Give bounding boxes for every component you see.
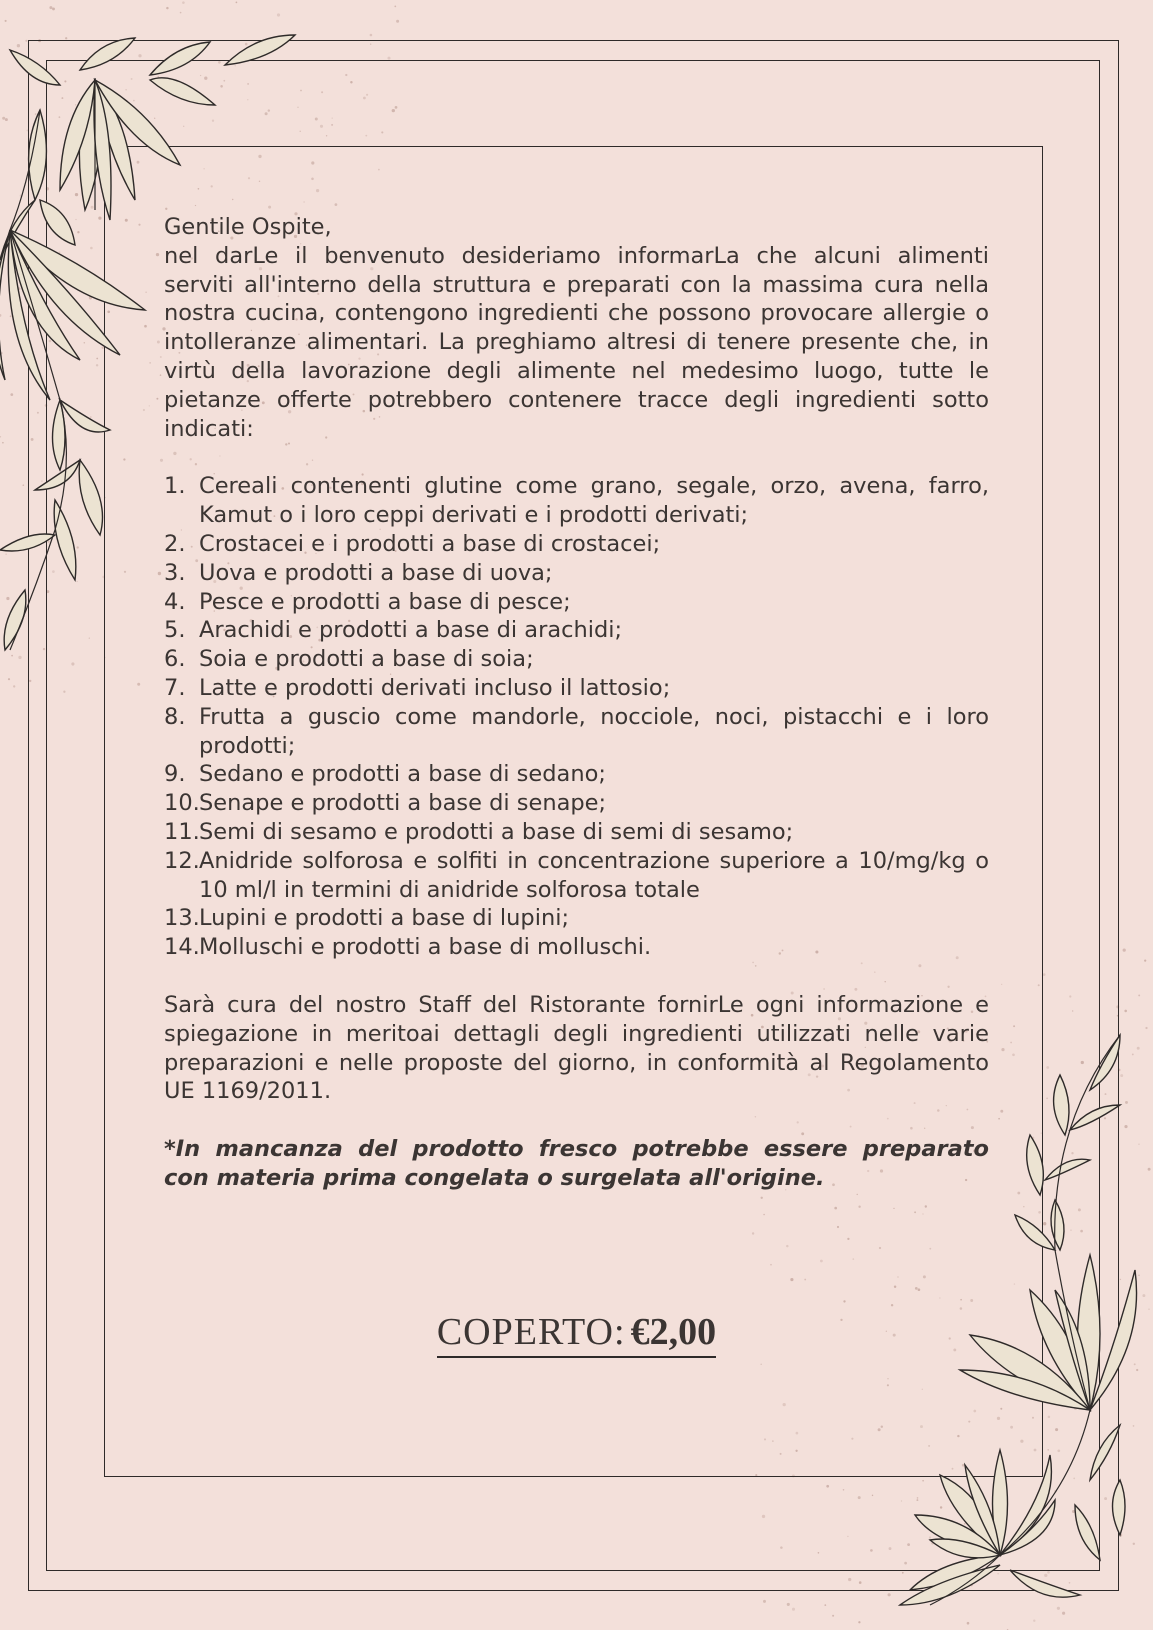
allergen-text: Molluschi e prodotti a base di molluschi.: [199, 934, 652, 961]
allergen-text: Pesce e prodotti a base di pesce;: [199, 588, 571, 615]
allergen-text: Uova e prodotti a base di uova;: [199, 559, 553, 586]
allergen-number: 1.: [164, 473, 186, 500]
allergen-item: [164, 847, 989, 905]
allergen-item: [164, 674, 989, 703]
allergen-text: Sedano e prodotti a base di sedano;: [199, 761, 606, 788]
allergen-item: [164, 472, 989, 530]
cover-charge-underline: [437, 1356, 716, 1358]
allergen-item: [164, 760, 989, 789]
allergen-number: 9.: [164, 761, 186, 788]
allergen-number: 5.: [164, 617, 186, 644]
allergen-number: 6.: [164, 646, 186, 673]
allergen-notice: [164, 213, 989, 1193]
cover-charge-price: €2,00: [630, 1311, 717, 1353]
allergen-list: [164, 472, 989, 962]
allergen-item: [164, 530, 989, 559]
allergen-item: [164, 789, 989, 818]
allergen-number: 14.: [164, 934, 200, 961]
frozen-product-note: *In mancanza del prodotto fresco potrebbe essere preparato con materia prima congelata o surgelata all'origine.: [164, 1136, 989, 1191]
greeting: Gentile Ospite,: [164, 214, 332, 240]
allergen-number: 2.: [164, 530, 186, 557]
closing-paragraph: Sarà cura del nostro Staff del Ristorante fornirLe ogni informazione e spiegazione in meritoai dettagli degli ingredienti utilizzati nelle varie preparazioni e nelle proposte del giorno, in conformità al Regolamento UE 1169/2011.: [164, 991, 989, 1105]
allergen-text: Frutta a guscio come mandorle, nocciole, noci, pistacchi e i loro prodotti;: [199, 703, 989, 759]
allergen-text: Anidride solforosa e solfiti in concentrazione superiore a 10/mg/kg o 10 ml/l in termini di anidride solforosa totale: [199, 847, 989, 903]
allergen-number: 12.: [164, 847, 200, 874]
allergen-text: Latte e prodotti derivati incluso il lattosio;: [199, 674, 671, 701]
allergen-item: [164, 588, 989, 617]
allergen-number: 3.: [164, 559, 186, 586]
allergen-item: [164, 703, 989, 761]
allergen-text: Senape e prodotti a base di senape;: [199, 790, 607, 817]
allergen-item: [164, 933, 989, 962]
allergen-number: 8.: [164, 703, 186, 730]
allergen-number: 10.: [164, 790, 200, 817]
allergen-text: Semi di sesamo e prodotti a base di semi di sesamo;: [199, 818, 794, 845]
allergen-text: Soia e prodotti a base di soia;: [199, 646, 534, 673]
cover-charge-label: COPERTO:: [436, 1311, 626, 1353]
allergen-number: 13.: [164, 905, 200, 932]
allergen-text: Arachidi e prodotti a base di arachidi;: [199, 617, 623, 644]
allergen-text: Cereali contenenti glutine come grano, segale, orzo, avena, farro, Kamut o i loro ceppi derivati e i prodotti derivati;: [199, 473, 989, 529]
allergen-number: 11.: [164, 818, 200, 845]
allergen-item: [164, 616, 989, 645]
allergen-item: [164, 818, 989, 847]
allergen-number: 4.: [164, 588, 186, 615]
allergen-item: [164, 904, 989, 933]
cover-charge: [0, 1310, 1153, 1358]
allergen-text: Lupini e prodotti a base di lupini;: [199, 905, 570, 932]
allergen-number: 7.: [164, 674, 186, 701]
intro-paragraph: nel darLe il benvenuto desideriamo informarLa che alcuni alimenti serviti all'interno della struttura e preparati con la massima cura nella nostra cucina, contengono ingredienti che possono provocare allergie o intolleranze alimentari. La preghiamo altresi di tenere presente che, in virtù della lavorazione degli alimente nel medesimo luogo, tutte le pietanze offerte potrebbero contenere tracce degli ingredienti sotto indicati:: [164, 242, 989, 442]
allergen-item: [164, 559, 989, 588]
allergen-text: Crostacei e i prodotti a base di crostacei;: [199, 530, 661, 557]
allergen-item: [164, 645, 989, 674]
